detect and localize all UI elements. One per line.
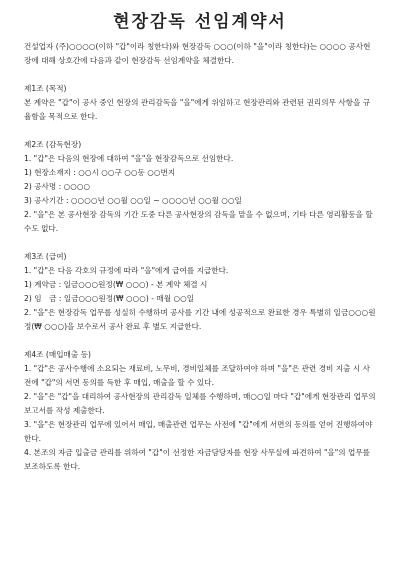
article4-item: 2. "을"은 "갑"을 대리하여 공사현장의 관리감독 일체를 수행하며, 매○○일 마다 "갑"에게 현장관리 업무의 보고서를 작성 제출한다. bbox=[24, 392, 376, 415]
article4-item: 4. 본조의 자금 입출금 관리를 위하여 "갑"이 선정한 자금담당자를 현장 사무실에 파견하여 "을"의 업무를 보조하도록 한다. bbox=[24, 448, 371, 471]
article4-item: 1. "갑"은 공사수행에 소요되는 재료비, 노무비, 경비일체를 조달하여야 하며 "을"은 관련 경비 지출 시 사전에 "갑"의 서면 동의를 득한 후 매입, 매출을 할 수 있다. bbox=[24, 364, 370, 387]
article3-line: 2) 임 금 : 일금○○○원정(₩ ○○○) - 매월 ○○일 bbox=[24, 294, 195, 303]
article2-line: 2) 공사명 : ○○○○ bbox=[24, 182, 91, 191]
article2-line: 1) 현장소재지 : ○○시 ○○구 ○○동 ○○번지 bbox=[24, 168, 176, 177]
article2-line: 3) 공사기간 : ○○○○년 ○○월 ○○일 ~ ○○○○년 ○○월 ○○일 bbox=[24, 196, 242, 205]
article2-line: 1. "갑"은 다음의 현장에 대하여 "을"을 현장감독으로 선임한다. bbox=[24, 154, 234, 163]
article4-heading: 제4조 (매입매출 등) bbox=[24, 350, 91, 359]
article4-item: 3. "을"은 현장관리 업무에 있어서 매입, 매출관련 업무는 사전에 "갑"에게 서면의 동의를 얻어 진행하여야 한다. bbox=[24, 420, 373, 443]
article3-clause2: 2. "을"은 현장감독 업무를 성실히 수행하며 공사를 기간 내에 성공적으로 완료한 경우 특별히 일금○○○원정(₩ ○○○)을 보수로서 공사 완료 후 별도 지급한다. bbox=[24, 308, 376, 331]
article2-heading: 제2조 (감독현장) bbox=[24, 140, 82, 149]
document-title: 현장감독 선임계약서 bbox=[113, 12, 287, 32]
article3-heading: 제3조 (급여) bbox=[24, 252, 67, 261]
article1-heading: 제1조 (목적) bbox=[24, 84, 67, 93]
article1-text: 본 계약은 "갑"이 공사 중인 현장의 관리감독을 "을"에게 위임하고 현장관리와 관련된 권리의무 사항을 규율함을 목적으로 한다. bbox=[24, 98, 371, 121]
article3-line: 1. "갑"은 다음 각호의 규정에 따라 "을"에게 급여를 지급한다. bbox=[24, 266, 229, 275]
intro-paragraph: 건설업자 (주)○○○○(이하 "갑"이라 칭한다)와 현장감독 ○○○(이하 "을"이라 칭한다)는 ○○○○ 공사현장에 대해 상호간에 다음과 같이 현장감독 선임계약을 체결한다. bbox=[24, 42, 371, 65]
article2-clause2: 2. "을"은 본 공사현장 감독의 기간 도중 다른 공사현장의 감독을 맡을 수 없으며, 기타 다른 영리활동을 할 수도 없다. bbox=[24, 210, 373, 233]
article3-line: 1) 계약금 : 일금○○○원정(₩ ○○○) - 본 계약 체결 시 bbox=[24, 280, 208, 289]
